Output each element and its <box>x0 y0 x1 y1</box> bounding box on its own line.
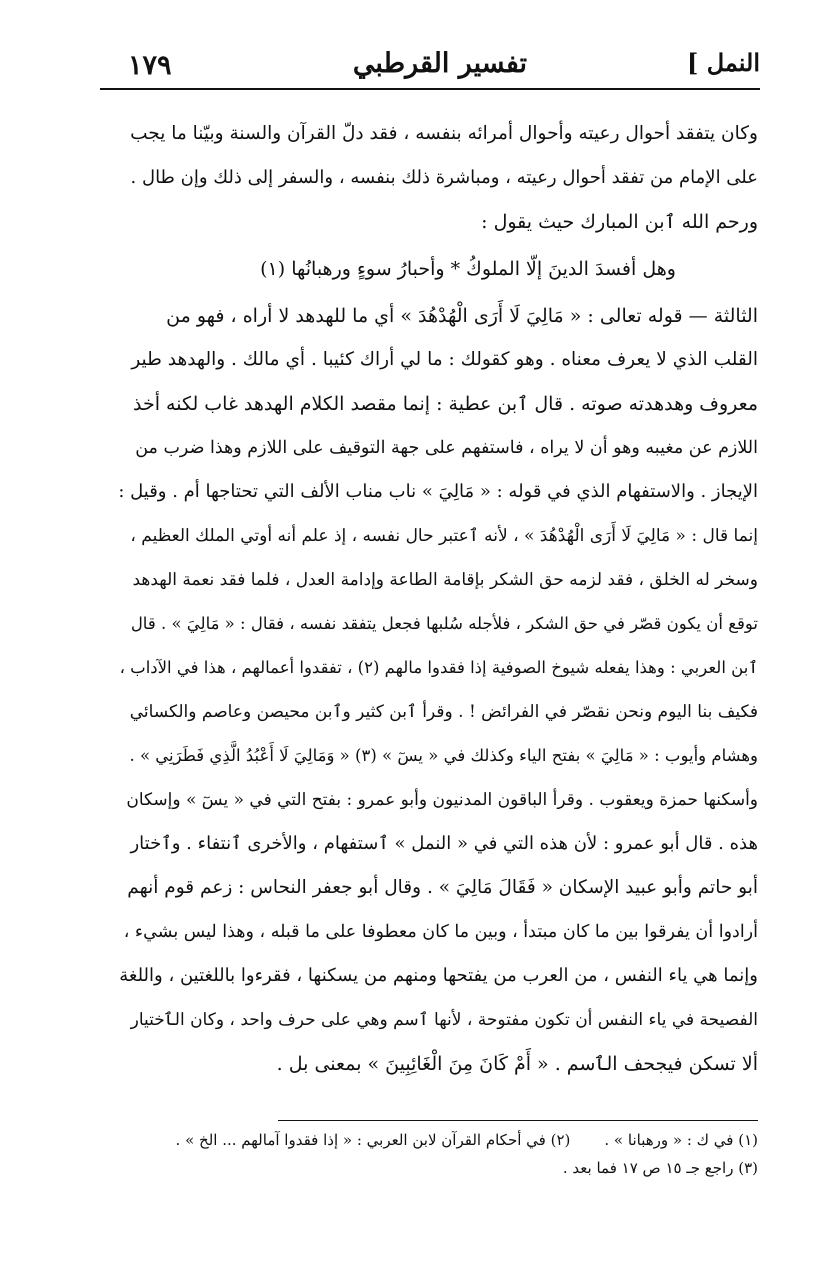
text-line: وكان يتفقد أحوال رعيته وأحوال أمرائه بنفسه ، فقد دلّ القرآن والسنة وبيّنا ما يجب <box>130 122 758 144</box>
footnote-2: (٢) في أحكام القرآن لابن العربي : « إذا فقدوا آمالهم ... الخ » . <box>175 1131 571 1149</box>
footnote-1: (١) في ك : « ورهبانا » . <box>604 1131 758 1149</box>
text-line: أبو حاتم وأبو عبيد الإسكان « فَقَالَ مَالِيَ » . وقال أبو جعفر النحاس : زعم قوم أنهم <box>127 876 758 898</box>
text-line: ورحم الله ٱبن المبارك حيث يقول : <box>481 210 758 233</box>
text-line: وهشام وأيوب : « مَالِيَ » بفتح الياء وكذلك في « يسٓ » (٣) « وَمَالِيَ لَا أَعْبُدُ الَّذِي فَطَرَنِي » . <box>129 746 758 766</box>
footnote-line <box>130 1126 758 1154</box>
text-line: الثالثة — قوله تعالى : « مَالِيَ لَا أَرَى الْهُدْهُدَ » أي ما للهدهد لا أراه ، فهو من <box>166 304 758 327</box>
surah-name: النمل ] <box>687 48 760 77</box>
text-line: فكيف بنا اليوم ونحن نقصّر في الفرائض ! . وقرأ ٱبن كثير وٱبن محيصن وعاصم والكسائي <box>129 701 758 722</box>
text-line: على الإمام من تفقد أحوال رعيته ، ومباشرة ذلك بنفسه ، والسفر إلى ذلك وإن طال . <box>130 167 758 189</box>
text-line: وإنما هي ياء النفس ، من العرب من يفتحها ومنهم من يسكنها ، فقرءوا باللغتين ، واللغة <box>119 965 758 987</box>
footnotes <box>130 1126 758 1182</box>
text-line: الفصيحة في ياء النفس أن تكون مفتوحة ، لأنها ٱسم وهي على حرف واحد ، وكان الٱختيار <box>130 1009 758 1030</box>
text-line: ٱبن العربي : وهذا يفعله شيوخ الصوفية إذا فقدوا مالهم (٢) ، تفقدوا أعمالهم ، هذا في الآداب ، <box>119 658 758 678</box>
text-line: إنما قال : « مَالِيَ لَا أَرَى الْهُدْهُدَ » ، لأنه ٱعتبر حال نفسه ، إذ علم أنه أوتي الملك العظيم ، <box>130 525 758 546</box>
footnote-3: (٣) راجع جـ ١٥ ص ١٧ فما بعد . <box>562 1159 758 1177</box>
text-line: توقع أن يكون قصّر في حق الشكر ، فلأجله سُلبها فجعل يتفقد نفسه ، فقال : « مَالِيَ » . قال <box>130 614 758 634</box>
text-line: معروف وهدهدته صوته . قال ٱبن عطية : إنما مقصد الكلام الهدهد غاب لكنه أخذ <box>133 392 758 415</box>
text-line: هذه . قال أبو عمرو : لأن هذه التي في « النمل » ٱستفهام ، والأخرى ٱنتفاء . وٱختار <box>130 833 758 855</box>
text-line: أرادوا أن يفرقوا بين ما كان مبتدأ ، وبين ما كان معطوفا على ما قبله ، وهذا ليس بشيء ، <box>123 921 758 942</box>
text-line: اللازم عن مغيبه وهو أن لا يراه ، فاستفهم على جهة التوقيف على اللازم وهذا ضرب من <box>135 437 758 458</box>
text-line: القلب الذي لا يعرف معناه . وهو كقولك : ما لي أراك كئيبا . أي مالك . والهدهد طير <box>131 348 758 370</box>
poetry-verse: وهل أفسدَ الدينَ إلّا الملوكُ * وأحبارُ سوءٍ ورهبانُها (١) <box>260 258 676 280</box>
text-line: وأسكنها حمزة ويعقوب . وقرأ الباقون المدنيون وأبو عمرو : بفتح التي في « يسٓ » وإسكان <box>126 789 758 810</box>
text-line: وسخر له الخلق ، فقد لزمه حق الشكر بإقامة الطاعة وإدامة العدل ، فلما فقد نعمة الهدهد <box>132 569 758 590</box>
footnote-line <box>130 1154 758 1182</box>
text-line: الإيجاز . والاستفهام الذي في قوله : « مَالِيَ » ناب مناب الألف التي تحتاجها أم . وقيل : <box>118 481 758 503</box>
page-number: ١٧٩ <box>128 50 172 81</box>
text-line: ألا تسكن فيجحف الٱسم . « أَمْ كَانَ مِنَ الْغَائِبِينَ » بمعنى بل . <box>276 1052 758 1075</box>
running-title: تفسير القرطبي <box>352 48 528 79</box>
page-header <box>100 42 760 90</box>
body-text <box>118 112 758 1086</box>
footnote-rule <box>278 1120 758 1121</box>
header-rule <box>100 88 760 90</box>
